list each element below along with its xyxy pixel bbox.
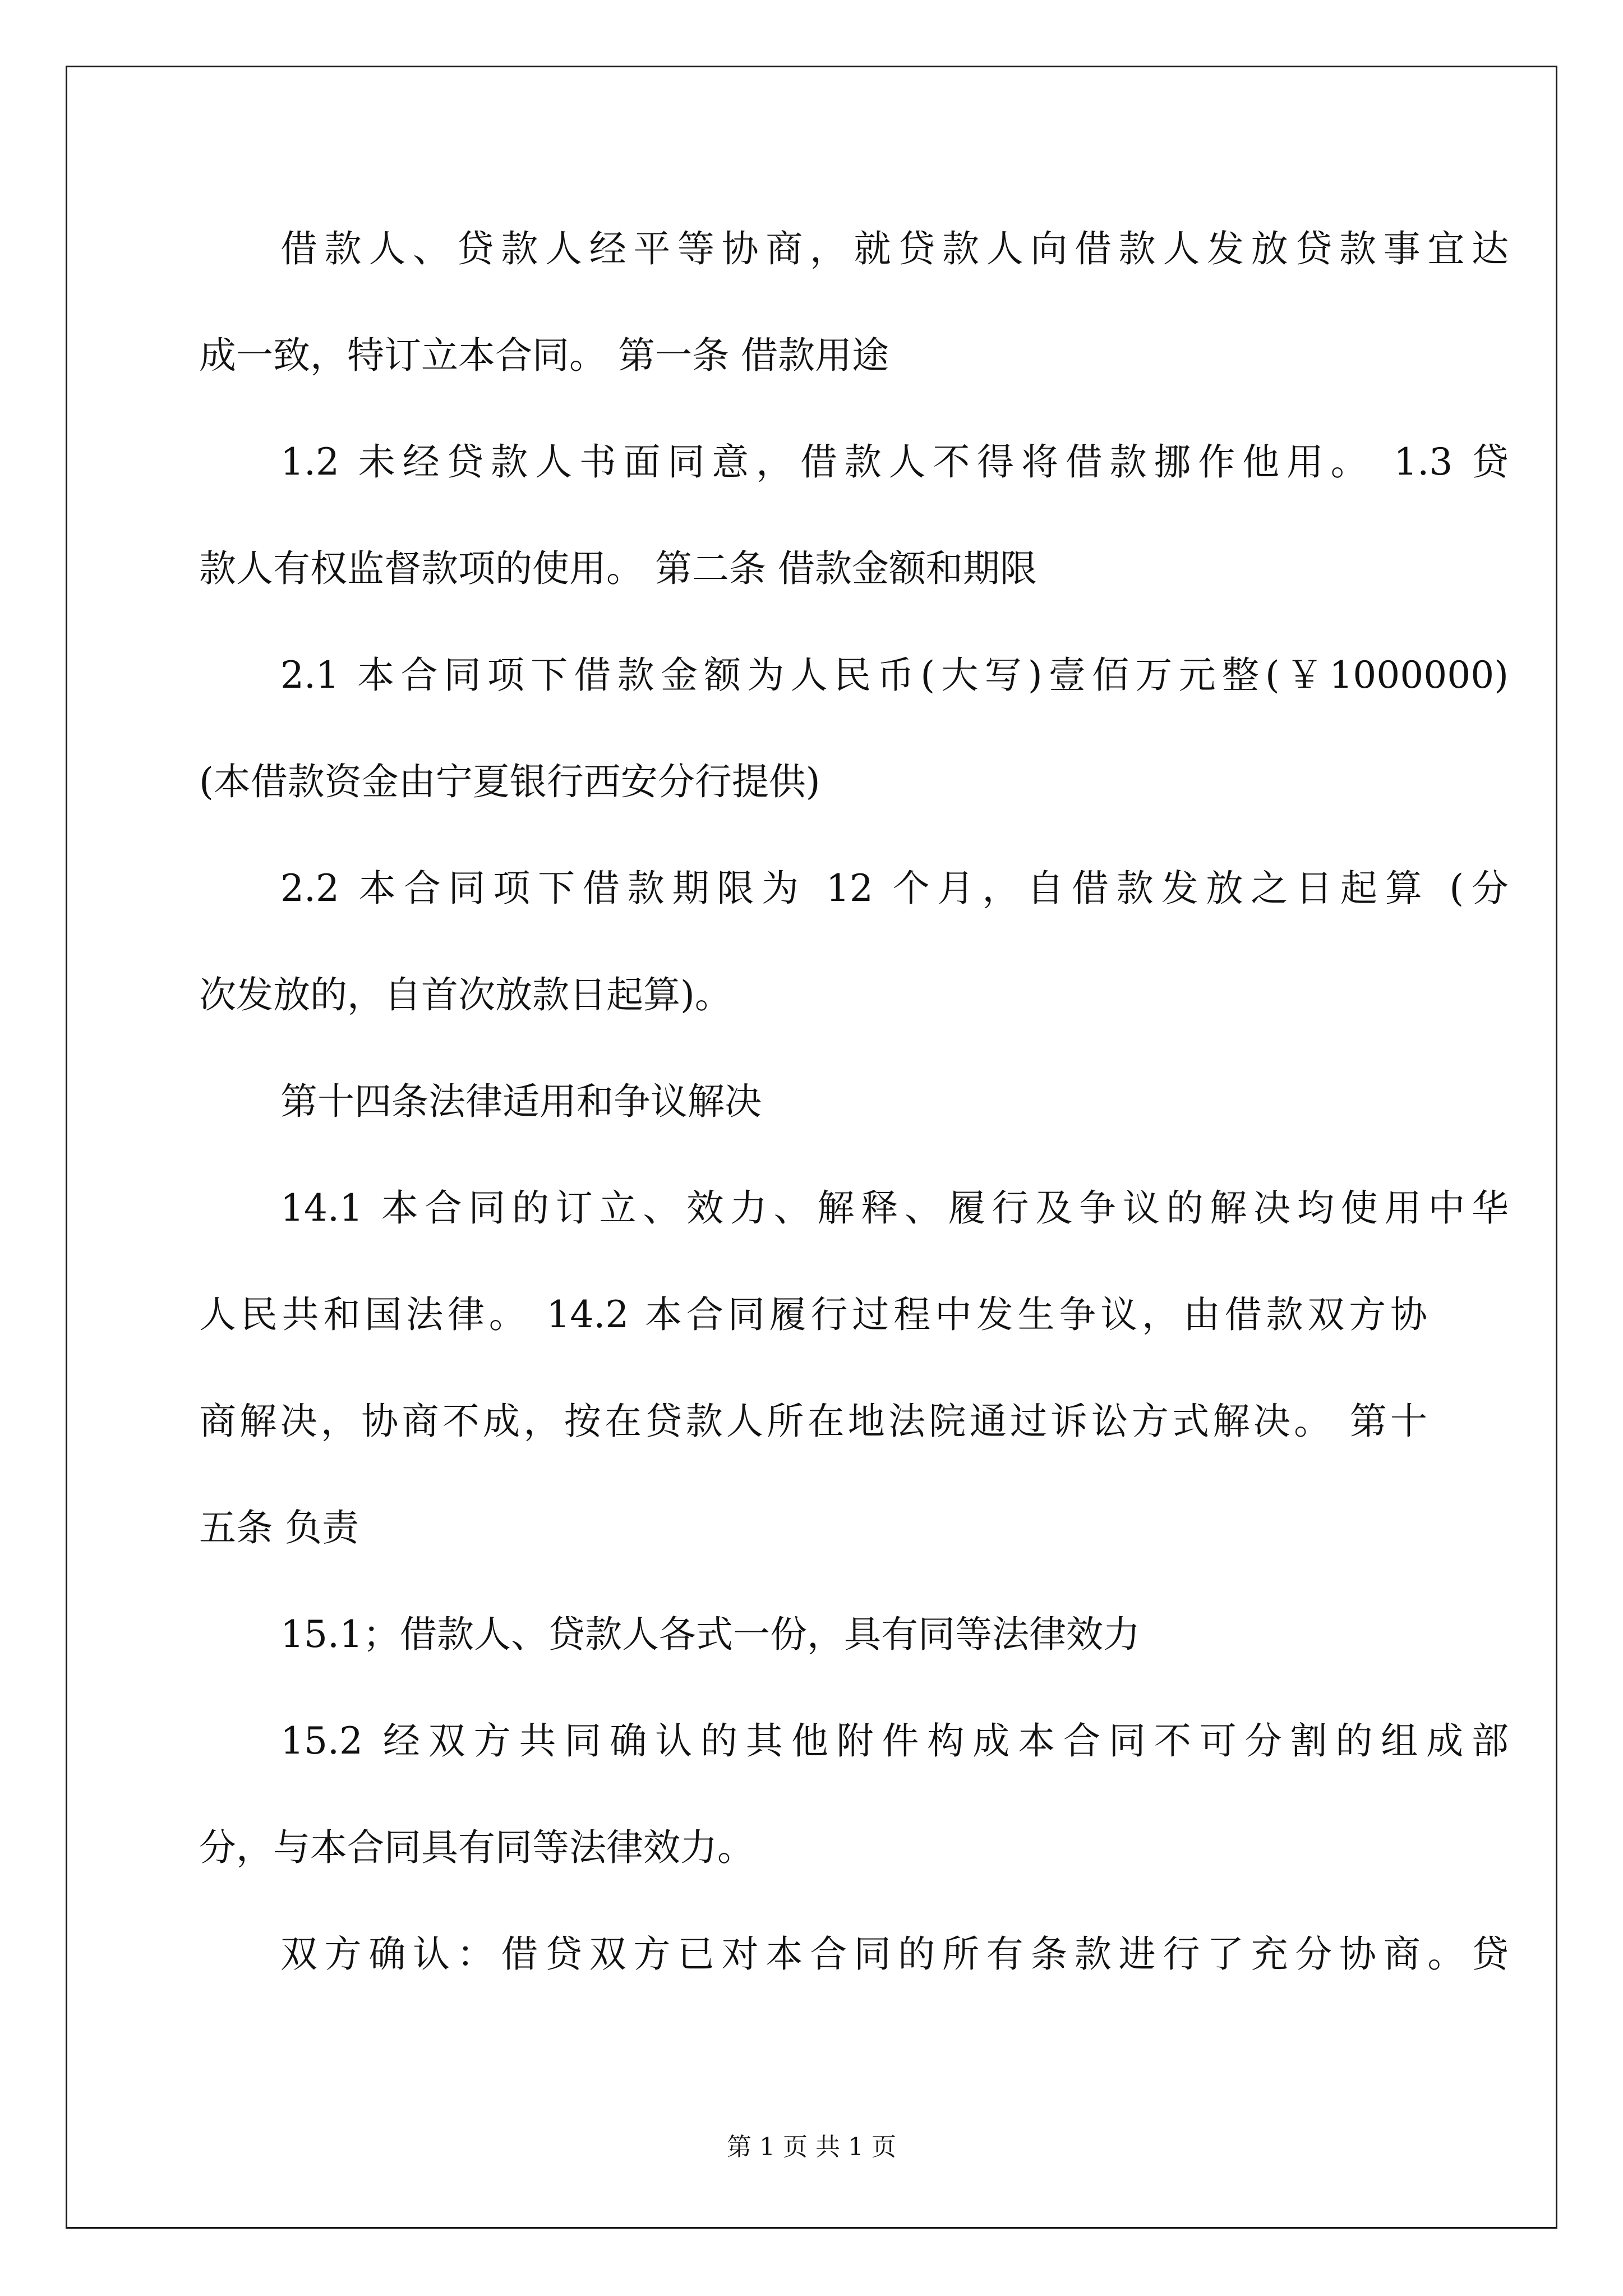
page-number: 第 1 页 共 1 页 [727,2133,896,2161]
paragraph-line: 15.1；借款人、贷款人各式一份，具有同等法律效力 [280,1613,1140,1656]
paragraph-line: 2.1 本合同项下借款金额为人民币(大写)壹佰万元整(￥1000000) [280,654,1509,697]
page-border [66,66,1557,2229]
paragraph-line: 双方确认：借贷双方已对本合同的所有条款进行了充分协商。贷 [280,1932,1509,1976]
paragraph-line: 商解决，协商不成，按在贷款人所在地法院通过诉讼方式解决。 第十 [199,1400,1427,1443]
paragraph-line: 五条 负责 [199,1506,359,1549]
paragraph-line: 2.2 本合同项下借款期限为 12 个月，自借款发放之日起算 (分 [280,867,1509,910]
paragraph-line: 14.1 本合同的订立、效力、解释、履行及争议的解决均使用中华 [280,1186,1509,1230]
paragraph-line: 分，与本合同具有同等法律效力。 [199,1826,754,1869]
paragraph-line: 成一致，特订立本合同。 第一条 借款用途 [199,334,889,377]
paragraph-line: 15.2 经双方共同确认的其他附件构成本合同不可分割的组成部 [280,1719,1509,1763]
paragraph-line: 款人有权监督款项的使用。 第二条 借款金额和期限 [199,547,1037,590]
paragraph-line: 1.2 未经贷款人书面同意，借款人不得将借款挪作他用。 1.3 贷 [280,440,1509,484]
paragraph-line: 次发放的，自首次放款日起算)。 [199,973,732,1016]
paragraph-line: 人民共和国法律。 14.2 本合同履行过程中发生争议，由借款双方协 [199,1293,1427,1336]
section-heading: 第十四条法律适用和争议解决 [280,1080,762,1123]
paragraph-line: 借款人、贷款人经平等协商，就贷款人向借款人发放贷款事宜达 [280,227,1509,270]
paragraph-line: (本借款资金由宁夏银行西安分行提供) [199,760,820,803]
